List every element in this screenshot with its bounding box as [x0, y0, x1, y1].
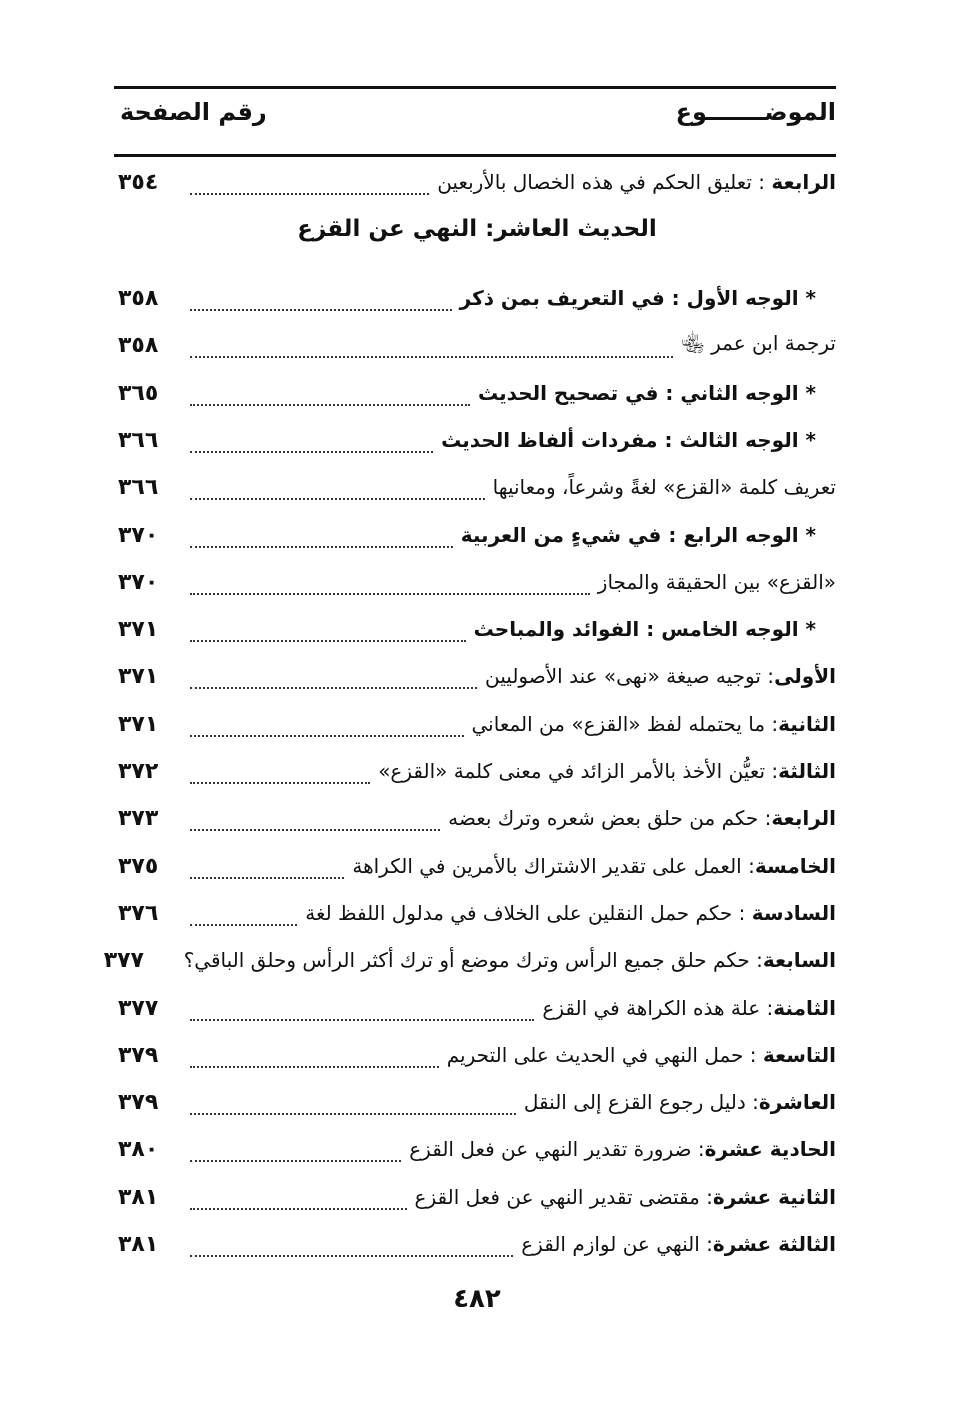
entry-topic: [472, 712, 837, 736]
entry-label: الثالثة عشرة: [712, 1232, 836, 1256]
entry-sep: :: [658, 381, 681, 405]
entry-page: ٣٧٩: [118, 1042, 159, 1068]
entry-topic: [441, 428, 816, 452]
entry-page: ٣٧٦: [118, 900, 159, 926]
entry-topic: [681, 331, 836, 360]
toc-entry: [118, 846, 836, 886]
entry-text: تعريف كلمة «القزع» لغةً وشرعاً، ومعانيها: [492, 475, 836, 499]
entry-sep: :: [732, 901, 752, 925]
entry-sep: :: [751, 170, 772, 194]
entry-text: مقتضى تقدير النهي عن فعل القزع: [414, 1185, 700, 1209]
entry-label: الثامنة: [773, 996, 836, 1020]
entry-page: ٣٥٨: [118, 332, 159, 358]
toc-entry: [118, 656, 836, 696]
entry-page: ٣٧٠: [118, 522, 159, 548]
dot-leader: [190, 1208, 407, 1210]
dot-leader: [190, 1113, 516, 1115]
dot-leader: [190, 1160, 401, 1162]
entry-topic: [378, 759, 836, 783]
entry-page: ٣٧٣: [118, 805, 159, 831]
entry-sep: :: [765, 712, 779, 736]
toc-entry: [103, 940, 836, 980]
entry-topic: [352, 854, 836, 878]
entry-text: «القزع» بين الحقيقة والمجاز: [597, 570, 836, 594]
dot-leader: [190, 687, 477, 689]
entry-label: السادسة: [751, 901, 836, 925]
entry-page: ٣٨٠: [118, 1136, 159, 1162]
entry-label: الحادية عشرة: [704, 1137, 836, 1161]
entry-label: * الوجه الخامس: [661, 617, 816, 641]
dot-leader: [190, 1019, 534, 1021]
entry-text: تعليق الحكم في هذه الخصال بالأربعين: [437, 170, 752, 194]
entry-sep: :: [760, 996, 774, 1020]
entry-text: حمل النهي في الحديث على التحريم: [446, 1043, 744, 1067]
entry-label: الثانية عشرة: [712, 1185, 836, 1209]
entry-sep: :: [760, 664, 775, 688]
entry-label: * الوجه الرابع: [683, 523, 816, 547]
entry-topic: [409, 1137, 836, 1161]
entry-text: تعيُّن الأخذ بالأمر الزائد في معنى كلمة «القزع»: [378, 759, 766, 783]
entry-text: ضرورة تقدير النهي عن فعل القزع: [409, 1137, 692, 1161]
entry-topic: [437, 170, 836, 194]
toc-entry: [118, 988, 836, 1028]
toc-entry: [118, 373, 836, 413]
entry-text: في تصحيح الحديث: [477, 381, 659, 405]
toc-entry: [118, 751, 836, 791]
entry-topic: [415, 1185, 836, 1209]
entry-text: حكم من حلق بعض شعره وترك بعضه: [448, 806, 759, 830]
dot-leader: [190, 593, 590, 595]
toc-entry: [118, 704, 836, 744]
toc-entry: [118, 515, 836, 555]
entry-text: علة هذه الكراهة في القزع: [542, 996, 761, 1020]
entry-text: الفوائد والمباحث: [473, 617, 640, 641]
header-rule: [114, 154, 836, 157]
entry-topic: [521, 1232, 836, 1256]
dot-leader: [190, 1255, 513, 1257]
toc-entry: [118, 278, 836, 318]
toc-entry: [118, 1082, 836, 1122]
dot-leader: [190, 309, 452, 311]
entry-text: مفردات ألفاظ الحديث: [441, 428, 658, 452]
entry-page: ٣٧١: [118, 616, 159, 642]
dot-leader: [190, 193, 429, 195]
toc-entry: [118, 562, 836, 602]
entry-text: حكم حلق جميع الرأس وترك موضع أو ترك أكثر الرأس وحلق الباقي؟: [183, 948, 750, 972]
entry-topic: [478, 381, 816, 405]
entry-topic: [305, 901, 836, 925]
entry-text: حكم حمل النقلين على الخلاف في مدلول اللفظ لغة: [305, 901, 733, 925]
entry-text: في شيءٍ من العربية: [460, 523, 662, 547]
entry-sep: :: [749, 948, 763, 972]
entry-page: ٣٦٦: [118, 474, 159, 500]
entry-page: ٣٧٩: [118, 1089, 159, 1115]
entry-sep: :: [657, 428, 680, 452]
entry-sep: :: [745, 1090, 759, 1114]
toc-entry: [118, 609, 836, 649]
toc-entry: [118, 420, 836, 460]
toc-entry: [118, 162, 836, 202]
entry-label: الثالثة: [778, 759, 836, 783]
entry-page: ٣٧٧: [103, 947, 144, 973]
toc-entry: [118, 467, 836, 507]
entry-topic: [447, 1043, 836, 1067]
header-page-label: رقم الصفحة: [120, 98, 267, 126]
dot-leader: [190, 782, 370, 784]
dot-leader: [190, 404, 470, 406]
header-topic-label: الموضـــــــوع: [675, 98, 836, 126]
entry-page: ٣٧٠: [118, 569, 159, 595]
entry-text: توجيه صيغة «نهى» عند الأصوليين: [485, 664, 761, 688]
entry-label: العاشرة: [758, 1090, 836, 1114]
entry-sep: :: [743, 1043, 763, 1067]
dot-leader: [190, 451, 433, 453]
entry-page: ٣٨١: [118, 1231, 159, 1257]
entry-sep: :: [699, 1232, 713, 1256]
dot-leader: [190, 1066, 439, 1068]
page-number: ٤٨٢: [453, 1284, 501, 1314]
entry-topic: [524, 1090, 836, 1114]
entry-page: ٣٥٤: [118, 169, 159, 195]
dot-leader: [190, 924, 297, 926]
toc-entry: [118, 893, 836, 933]
entry-sep: :: [661, 523, 684, 547]
entry-topic: [598, 570, 836, 594]
entry-sep: :: [664, 286, 687, 310]
top-rule: [114, 86, 836, 89]
entry-page: ٣٥٨: [118, 285, 159, 311]
entry-label: التاسعة: [762, 1043, 836, 1067]
entry-label: * الوجه الثالث: [679, 428, 816, 452]
entry-text: النهي عن لوازم القزع: [521, 1232, 700, 1256]
entry-page: ٣٧١: [118, 711, 159, 737]
dot-leader: [190, 498, 485, 500]
entry-sep: :: [741, 854, 755, 878]
entry-label: * الوجه الثاني: [680, 381, 816, 405]
toc-entry: [118, 798, 836, 838]
entry-topic: [542, 996, 836, 1020]
entry-label: السابعة: [762, 948, 836, 972]
entry-topic: [460, 286, 816, 310]
toc-entry: [118, 325, 836, 365]
entry-sep: :: [765, 759, 779, 783]
entry-topic: [184, 948, 836, 972]
entry-page: ٣٨١: [118, 1184, 159, 1210]
entry-topic: [493, 475, 836, 499]
dot-leader: [190, 546, 453, 548]
entry-topic: [448, 806, 836, 830]
entry-label: الثانية: [778, 712, 836, 736]
toc-entry: [118, 1177, 836, 1217]
dot-leader: [190, 877, 344, 879]
section-title: الحديث العاشر: النهي عن القزع: [297, 216, 657, 242]
entry-page: ٣٦٦: [118, 427, 159, 453]
entry-sep: :: [639, 617, 662, 641]
entry-page: ٣٧٧: [118, 995, 159, 1021]
entry-label: * الوجه الأول: [686, 286, 816, 310]
entry-topic: [485, 664, 836, 688]
entry-page: ٣٧٥: [118, 853, 159, 879]
dot-leader: [190, 829, 440, 831]
entry-text: ترجمة ابن عمر ﵄: [680, 330, 836, 355]
entry-text: في التعريف بمن ذكر: [459, 286, 665, 310]
entry-sep: :: [699, 1185, 713, 1209]
entry-sep: :: [691, 1137, 705, 1161]
entry-label: الرابعة: [771, 806, 836, 830]
entry-text: دليل رجوع القزع إلى النقل: [523, 1090, 746, 1114]
toc-entry: [118, 1129, 836, 1169]
entry-sep: :: [758, 806, 772, 830]
entry-topic: [474, 617, 816, 641]
entry-text: العمل على تقدير الاشتراك بالأمرين في الكراهة: [352, 854, 742, 878]
entry-page: ٣٦٥: [118, 380, 159, 406]
entry-page: ٣٧٢: [118, 758, 159, 784]
entry-label: الأولى: [774, 664, 836, 688]
entry-page: ٣٧١: [118, 663, 159, 689]
toc-entry: [118, 1224, 836, 1264]
dot-leader: [190, 640, 466, 642]
entry-topic: [461, 523, 816, 547]
dot-leader: [190, 735, 464, 737]
entry-label: الخامسة: [754, 854, 836, 878]
toc-entry: [118, 1035, 836, 1075]
entry-text: ما يحتمله لفظ «القزع» من المعاني: [471, 712, 766, 736]
dot-leader: [190, 356, 673, 358]
entry-label: الرابعة: [771, 170, 836, 194]
